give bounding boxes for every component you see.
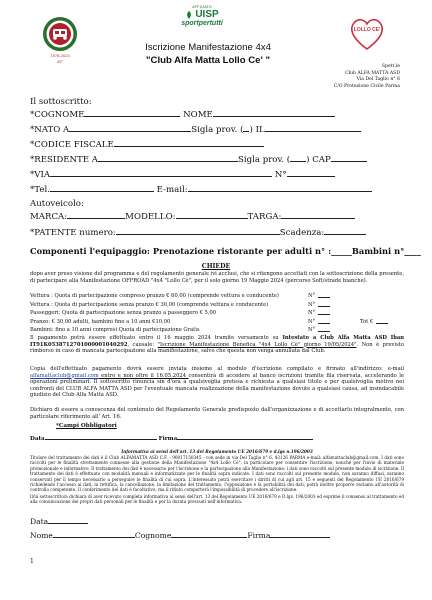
copia-paragraph xyxy=(30,366,404,399)
club-anniversary: 45° xyxy=(56,59,64,64)
cap-label: CAP xyxy=(312,155,331,165)
codice-fiscale-label: *CODICE FISCALE xyxy=(30,140,114,150)
cap-field[interactable] xyxy=(331,154,367,162)
uisp-sub: sportpertutti xyxy=(181,20,223,27)
data-field[interactable] xyxy=(45,434,157,440)
cognome-label: *COGNOME xyxy=(30,110,85,120)
fee-row xyxy=(30,309,404,318)
cognome-row xyxy=(30,109,335,120)
causale-label: , causale: xyxy=(127,341,158,348)
fee-marker: N° xyxy=(308,310,316,316)
fee-marker: N° xyxy=(308,301,316,308)
modello-label: MODELLO: xyxy=(125,212,176,222)
fee-marker: N° xyxy=(308,318,316,325)
targa-label: TARGA: xyxy=(247,212,282,222)
tel-row xyxy=(30,184,372,195)
signature-row xyxy=(30,434,313,444)
privacy-nome-label: Nome xyxy=(30,531,53,540)
fee-quantity-field[interactable] xyxy=(318,297,330,298)
sigla-prov2-field[interactable] xyxy=(290,154,306,162)
page-subtitle: "Club Alfa Matta Lollo Ce' " xyxy=(145,55,271,66)
uisp-logo xyxy=(170,4,234,34)
page-title: Iscrizione Manifestazione 4x4 xyxy=(145,42,271,53)
address-line: Via Del Taglio n° 6 xyxy=(356,77,400,83)
club-alfa-matta-logo xyxy=(38,15,82,67)
residente-label: *RESIDENTE A xyxy=(30,155,98,165)
lollo-heart-logo xyxy=(348,15,386,51)
privacy-title: Informativa ai sensi dell'art. 13 del Regolamento UE 2016/679 e d.lgs n.196/2003 xyxy=(121,449,313,454)
privacy-data-field[interactable] xyxy=(48,516,88,524)
fee-total-field[interactable] xyxy=(376,323,388,324)
form-intro: Il sottoscritto: xyxy=(30,97,92,107)
data-label: Data xyxy=(30,436,45,442)
residente-row xyxy=(30,154,367,165)
fee-row xyxy=(30,301,404,310)
declaration-paragraph: Dichiaro di essere a conoscenza del contenuto del Regolamento Generale predisposto dall'organizzazione e di accettarlo integralmente, con particolare riferimento all' Art. 16. xyxy=(30,407,404,420)
address-line: C/O Protezione Civile Parma xyxy=(333,83,400,89)
address-block xyxy=(300,64,400,90)
patente-row xyxy=(30,227,366,238)
fee-quantity-field[interactable] xyxy=(318,323,330,324)
targa-field[interactable] xyxy=(281,211,355,219)
fees-table xyxy=(30,292,404,335)
privacy-date-row xyxy=(30,516,88,527)
tel-field[interactable] xyxy=(50,184,154,192)
sigla-prov-label: Sigla prov. ( xyxy=(191,125,244,135)
residente-field[interactable] xyxy=(98,154,238,162)
firma-field[interactable] xyxy=(177,434,313,440)
email-field[interactable] xyxy=(188,184,372,192)
via-field[interactable] xyxy=(50,169,272,177)
deadline-text: entro e non oltre il 16.05.2024 xyxy=(98,372,189,379)
payment-note: . Non è previsto rimborso in caso di mancata partecipazione alla manifestazione, salvo che questa non venga annullata dal Club. xyxy=(30,341,404,355)
via-label: *VIA xyxy=(30,170,51,180)
patente-label: *PATENTE numero: xyxy=(30,228,116,238)
fee-label: Vettura : Quota di partecipazione compreso pranzo € 60,00 (comprende vettura e conducente) xyxy=(30,293,279,299)
paren-close-2: ) xyxy=(306,155,310,165)
fee-row xyxy=(30,326,404,335)
cognome-field[interactable] xyxy=(84,109,180,117)
chiede-paragraph: dopo aver preso visione del programma e del regolamento generale ivi acclusi, che si ritengono accettati con la sottoscrizione della presente, di partecipare alla Manifestazione OFFROAD "4x4 "Lollo Cè", per il solo giorno 19 Maggio 2024 (percorso Soft/strade bianche). xyxy=(30,271,404,284)
fee-total-label: Tot € xyxy=(360,318,374,325)
causale-text: "Iscrizione Manifestazione Benefica "4x4 Lollo Cè" giorno 19/05/2024" xyxy=(157,341,357,348)
copia-intro: Copia dell'effettuato pagamento dovrà essere inviata insieme al modulo d'iscrizione compilato e firmato all'indirizzo: e-mail xyxy=(30,366,404,372)
required-fields-note: *Campi Obbligatori xyxy=(56,423,117,429)
chiede-heading: CHIEDE xyxy=(201,263,231,270)
privacy-data-label: Data xyxy=(30,517,49,526)
nome-field[interactable] xyxy=(213,109,335,117)
numero-field[interactable] xyxy=(287,169,335,177)
privacy-nome-field[interactable] xyxy=(53,530,135,538)
components-heading: Componenti l'equipaggio: Prenotazione ristorante per adulti n° :_____Bambini n°____ xyxy=(30,246,421,256)
address-line: Spett.le xyxy=(381,64,400,69)
email-label: E-mail: xyxy=(156,185,188,195)
codice-fiscale-field[interactable] xyxy=(114,139,264,147)
il-field[interactable] xyxy=(265,124,361,132)
marca-field[interactable] xyxy=(67,211,125,219)
scadenza-field[interactable] xyxy=(324,227,366,235)
numero-label: N° xyxy=(274,170,287,180)
privacy-firma-label: Firma xyxy=(247,531,271,540)
fee-label: Pranzo: € 30,00 adulti, bambini fino a 10 anni €10,00 xyxy=(30,318,171,325)
copia-body: consentirà di accedere al banco iscrizioni tramite fila riservata, accelerando le operazioni preliminari. Il sottoscritto rinuncia sin d'ora a qualsivoglia pretesa e richiesta a qualsiasi titolo e per qualsivoglia motivo nei confronti del CLUB ALFA MATTA ASD per l'eventuale mancata realizzazione della manifestazione dovute a qualsiasi causa, ad insindacabile giudizio del Club Alfa Matta ASD. xyxy=(30,372,404,399)
nome-label: NOME xyxy=(183,110,213,120)
scadenza-label: Scadenza: xyxy=(279,228,325,238)
email-link[interactable]: alfamattaclub@gmail.com xyxy=(30,372,99,379)
cf-row xyxy=(30,139,264,150)
lollo-logo-text: LOLLO CE' xyxy=(353,27,381,33)
nato-row xyxy=(30,124,361,135)
iban-text: Intestato a Club Alfa Matta ASD Iban IT91K0538712701000001040292 xyxy=(30,335,404,348)
fee-quantity-field[interactable] xyxy=(318,331,330,332)
vehicle-row xyxy=(30,211,355,222)
fee-label: Bambini: fino a 10 anni compresi Quota di partecipazione Gratis xyxy=(30,327,200,333)
autoveicolo-label: Autoveicolo: xyxy=(30,199,84,209)
il-label: IL xyxy=(255,125,265,135)
fee-label: Vettura : Quota di partecipazione senza pranzo € 30,00 (comprende vettura e conducente) xyxy=(30,301,269,308)
patente-field[interactable] xyxy=(116,227,280,235)
privacy-consent: Il/la sottoscritto/a dichiara di aver ricevuto completa informativa ai sensi dell'art. 13 del Regolamento UE 2016/679 e D.lgs. 196/2003 ed esprime il consenso al trattamento ed alla comunicazione dei propri dati personali per le finalità e per la durata precisati nell'informativa. xyxy=(30,494,404,505)
fee-row xyxy=(30,318,404,327)
fee-label: Passeggeri: Quota di partecipazione senza pranzo a passeggero € 5,00 xyxy=(30,310,217,316)
uisp-flame-icon xyxy=(185,11,193,19)
page-number: 1 xyxy=(30,558,34,565)
fee-quantity-field[interactable] xyxy=(318,314,330,315)
privacy-sign-row xyxy=(30,530,330,541)
address-line: Club ALFA MATTA ASD xyxy=(345,70,400,76)
tel-label: *Tel. xyxy=(30,185,50,195)
marca-label: MARCA: xyxy=(30,212,68,222)
fee-row xyxy=(30,292,404,301)
payment-paragraph xyxy=(30,335,404,355)
paren-close: ) xyxy=(249,125,253,135)
privacy-firma-field[interactable] xyxy=(270,530,330,538)
uisp-brand: UISP xyxy=(195,9,219,20)
nato-label: *NATO A xyxy=(30,125,70,135)
fee-marker: N° xyxy=(308,293,316,299)
payment-intro: Il pagamento potrà essere effettuato entro il 16 maggio 2024 tramite versamento su xyxy=(30,335,279,341)
privacy-cognome-label: Cognome xyxy=(134,531,172,540)
uisp-affiliation: AFFILIATO xyxy=(192,4,212,9)
fee-quantity-field[interactable] xyxy=(318,306,330,307)
sigla-prov2-label: Sigla prov. ( xyxy=(237,155,291,165)
fee-marker: N° xyxy=(308,327,316,333)
privacy-cognome-field[interactable] xyxy=(171,530,247,538)
privacy-body: Titolare del trattamento dei dati è il Club ALFAMATTA ASD C.F. : 90017150345 - con sede in via Del Taglio n° 6, 43126 PARMA e-mail: alfamattaclub@gmail.com. I dati sono raccolti per le finalità strettamente connesse alla gestione della Manifestazione "4x4 Lollo Cè", in particolare per consentire l'iscrizione, nonché per l'invio di materiale promozionale e informativo. Il trattamento dei dati è necessario per l'iscrizione e la partecipazione alla Manifestazione; i dati sono raccolti sul presente modulo di iscrizione. Il trattamento dei dati è effettuato con modalità manuali e informatizzate per le finalità sopra indicate. I dati sono raccolti sul presente modulo, non saranno diffusi, saranno conservati per il tempo necessario a perseguire le finalità di cui sopra. L'interessato potrà esercitare i diritti di cui agli art. 15 e seguenti del Regolamento UE 2016/679 richiedendo l'accesso ai dati, la rettifica, la cancellazione, la limitazione del trattamento, l'opposizione e la portabilità dei dati; potrà inoltre proporre reclamo all'autorità di controllo competente. Il conferimento dei dati è facoltativo, ma il rifiuto comporterà l'impossibilità di procedere all'iscrizione. xyxy=(30,455,404,493)
nato-field[interactable] xyxy=(69,124,191,132)
via-row xyxy=(30,169,335,180)
club-years: 1978-2023 xyxy=(50,53,70,58)
modello-field[interactable] xyxy=(176,211,248,219)
firma-label: Firma xyxy=(158,436,178,442)
